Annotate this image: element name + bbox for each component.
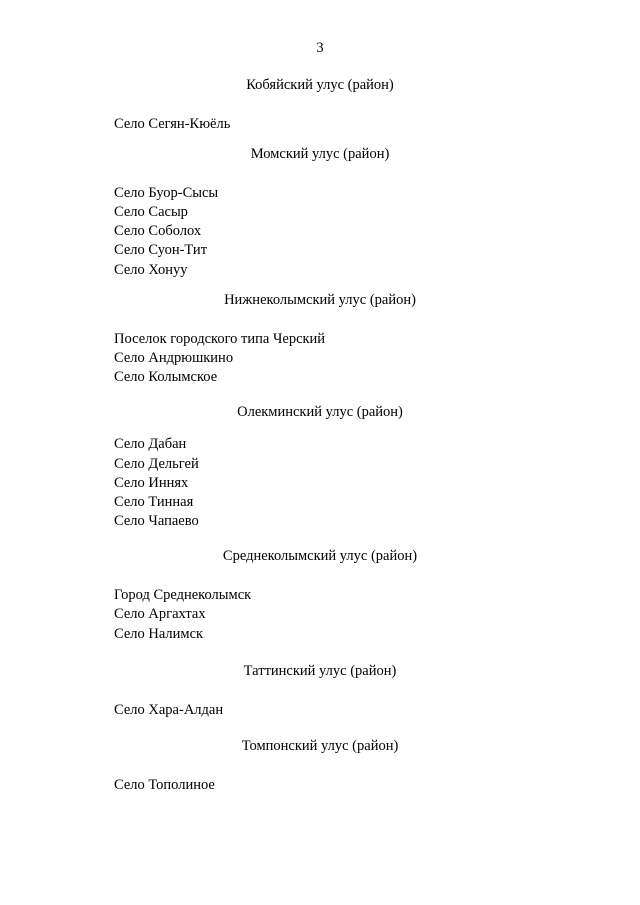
list-item: Город Среднеколымск — [114, 587, 252, 603]
list-item: Село Дабан — [114, 436, 187, 452]
section-heading: Кобяйский улус (район) — [246, 77, 394, 93]
list-item: Село Хара-Алдан — [114, 702, 224, 718]
list-item: Село Иннях — [114, 475, 189, 491]
list-item: Село Суон-Тит — [114, 242, 208, 258]
list-item: Село Буор-Сысы — [114, 185, 219, 201]
section-heading: Олекминский улус (район) — [237, 404, 403, 420]
section-heading: Таттинский улус (район) — [243, 663, 397, 679]
section-heading: Нижнеколымский улус (район) — [224, 292, 416, 308]
list-item: Село Чапаево — [114, 513, 199, 529]
list-item: Село Аргахтах — [114, 606, 206, 622]
list-item: Село Колымское — [114, 369, 218, 385]
list-item: Село Андрюшкино — [114, 350, 234, 366]
list-item: Село Тополиное — [114, 777, 215, 793]
section-heading: Среднеколымский улус (район) — [222, 548, 418, 564]
list-item: Село Хонуу — [114, 262, 188, 278]
list-item: Село Соболох — [114, 223, 202, 239]
section-heading: Томпонский улус (район) — [241, 738, 399, 754]
list-item: Село Тинная — [114, 494, 194, 510]
list-item: Село Сасыр — [114, 204, 188, 220]
list-item: Село Сегян-Кюёль — [114, 116, 231, 132]
section-heading: Момский улус (район) — [250, 146, 390, 162]
list-item: Село Налимск — [114, 626, 204, 642]
list-item: Поселок городского типа Черский — [114, 331, 326, 347]
list-item: Село Дельгей — [114, 456, 199, 472]
page-number: 3 — [316, 40, 324, 56]
